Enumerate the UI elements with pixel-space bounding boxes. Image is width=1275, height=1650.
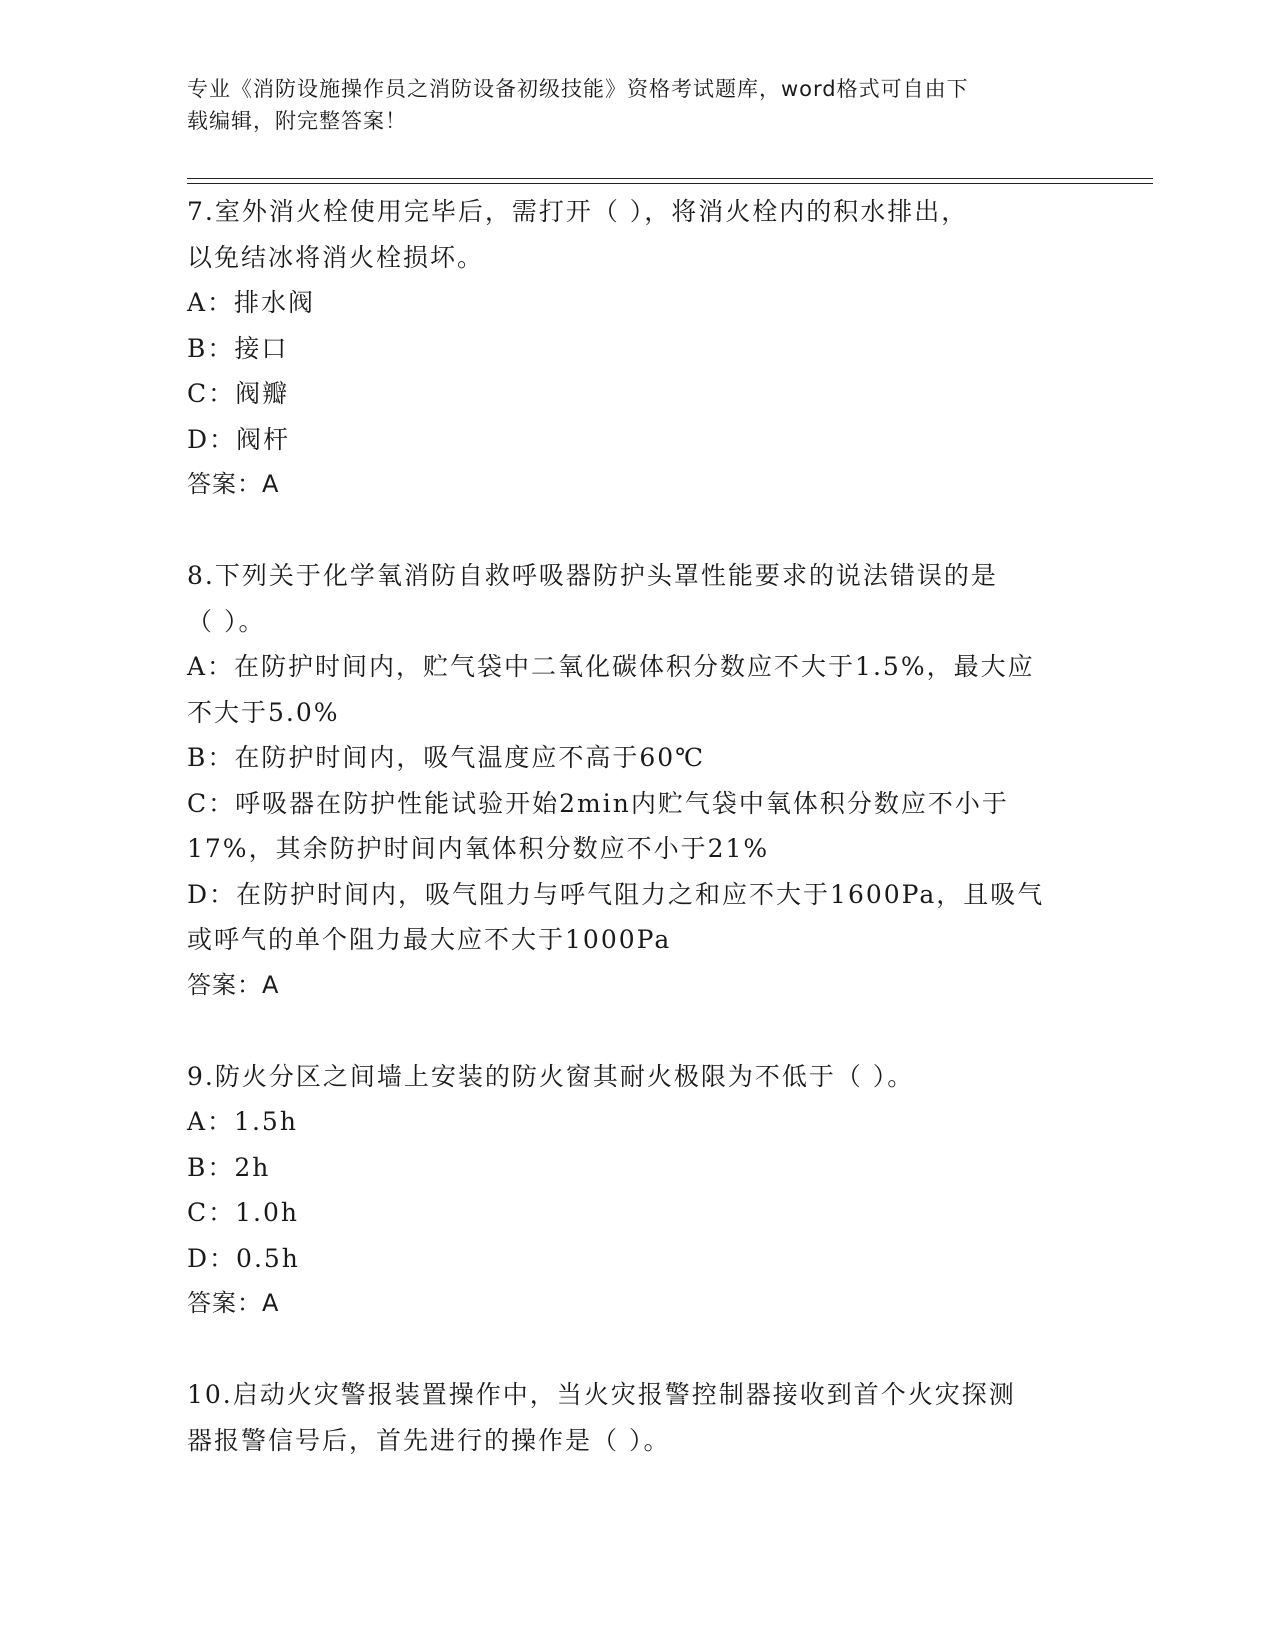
answer-option: D：0.5h: [187, 1243, 300, 1273]
answer-option: C：呼吸器在防护性能试验开始2min内贮气袋中氧体积分数应不小于: [187, 788, 1009, 818]
question-stem: 9.防火分区之间墙上安装的防火窗其耐火极限为不低于（ ）。: [187, 1061, 915, 1091]
header-divider: [187, 183, 1153, 184]
question-stem: （ ）。: [187, 606, 266, 636]
document-header: [187, 73, 1087, 137]
question-stem: 器报警信号后，首先进行的操作是（ ）。: [187, 1425, 671, 1455]
answer-option: B：2h: [187, 1152, 271, 1182]
answer-option: 17%，其余防护时间内氧体积分数应不小于21%: [187, 834, 770, 863]
question-stem: 7.室外消火栓使用完毕后，需打开（ ），将消火栓内的积水排出，: [187, 197, 969, 226]
question-spacer: [187, 1327, 1087, 1373]
answer-option: A：排水阀: [187, 288, 316, 317]
header-line: 专业《消防设施操作员之消防设备初级技能》资格考试题库，word格式可自由下: [187, 77, 969, 101]
answer-option: 或呼气的单个阻力最大应不大于1000Pa: [187, 925, 672, 954]
answer-option: B：接口: [187, 333, 289, 363]
question-block: [187, 1372, 1087, 1463]
question-stem: 8.下列关于化学氧消防自救呼吸器防护头罩性能要求的说法错误的是: [187, 561, 998, 590]
answer-option: A：在防护时间内，贮气袋中二氧化碳体积分数应不大于1.5%，最大应: [187, 652, 1035, 681]
question-spacer: [187, 1008, 1087, 1054]
answer-key: 答案：A: [187, 470, 280, 498]
answer-option: D：在防护时间内，吸气阻力与呼气阻力之和应不大于1600Pa，且吸气: [187, 879, 1045, 909]
question-list: [187, 189, 1087, 1463]
question-block: [187, 189, 1087, 508]
answer-key: 答案：A: [187, 970, 280, 999]
question-stem: 以免结冰将消火栓损坏。: [187, 242, 485, 272]
question-block: [187, 553, 1087, 1008]
answer-option: C：1.0h: [187, 1198, 299, 1227]
header-line: 载编辑，附完整答案！: [187, 109, 407, 133]
question-block: [187, 1054, 1087, 1327]
answer-option: C：阀瓣: [187, 379, 290, 408]
answer-option: A：1.5h: [187, 1107, 298, 1136]
answer-option: 不大于5.0%: [187, 697, 340, 727]
header-divider: [187, 178, 1153, 179]
answer-key: 答案：A: [187, 1289, 280, 1317]
answer-option: D：阀杆: [187, 424, 291, 454]
answer-option: B：在防护时间内，吸气温度应不高于60℃: [187, 743, 706, 772]
question-spacer: [187, 508, 1087, 554]
question-stem: 10.启动火灾警报装置操作中，当火灾报警控制器接收到首个火灾探测: [187, 1380, 1016, 1409]
